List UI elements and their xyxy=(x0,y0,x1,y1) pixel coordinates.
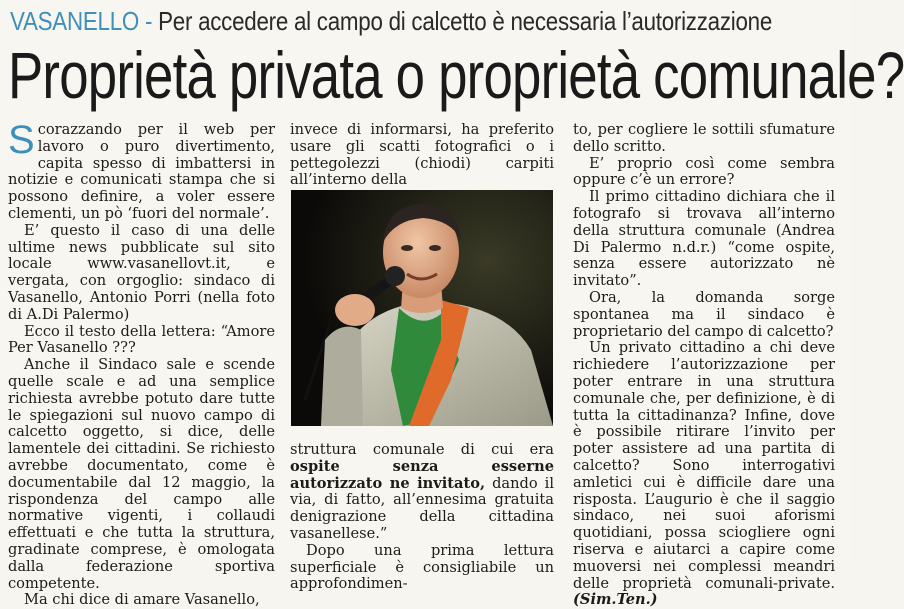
col2-text-start: struttura comunale di cui era xyxy=(290,441,554,458)
column-3-paragraph-3: Il primo cittadino dichiara che il fotografo si trovava all’interno della struttura comunale (Andrea Di Palermo n.d.r.) “come ospite, senza essere autorizzato nè invitato”. xyxy=(573,188,835,290)
kicker-town: VASANELLO xyxy=(10,6,139,36)
paragraph-2: E’ questo il caso di una delle ultime news pubblicate sul sito locale www.vasanellovt.it, e vergata, con orgoglio: sindaco di Vasanello, Antonio Porri (nella foto di A.Di Palermo) xyxy=(8,221,275,323)
article-photo xyxy=(291,190,553,426)
column-2-paragraph-1 xyxy=(290,442,554,543)
col2-text-rest: dando il via, di fatto, all’ennesima gratuita denigrazione della cittadina vasanellese.” xyxy=(290,474,554,542)
paragraph-1 xyxy=(8,118,275,223)
column-3-paragraph-5-text: Un privato cittadino a chi deve richiedere l’autorizzazione per poter entrare in una struttura comunale che, per definizione, è di tutta la cittadinanza? Infine, dove è possibile ritirare l’invito per poter assistere ad una partita di calcetto? Sono interrogativi amletici cui è difficile dare una risposta. L’augurio è che il saggio sindaco, nei suoi aforismi quotidiani, possa sciogliere ogni riserva e aiutarci a capire come muoversi nei complessi meandri delle proprietà comunali-private. xyxy=(573,339,835,592)
article-column-2-bottom xyxy=(290,442,554,593)
col2-text-bold: ospite senza esserne autorizzato ne invitato, xyxy=(290,457,554,492)
paragraph-1-text: corazzando per il web per lavoro o puro divertimento, capita spesso di imbattersi in notizie e comunicati stampa che si possono definire, a voler essere clementi, un pò ‘fuori del normale’. xyxy=(8,121,275,222)
paragraph-4: Anche il Sindaco sale e scende quelle scale e ad una semplice richiesta avrebbe potuto dare tutte le spiegazioni sul nuovo campo di calcetto oggetto, si dice, delle lamentele dei cittadini. Se richiesto avrebbe documentato, come è documentabile dal 12 maggio, la rispondenza del campo alle normative vigenti, i collaudi effettuati e che tutta la struttura, gradinate comprese, è omologata dalla federazione sportiva competente. xyxy=(8,356,275,592)
article-kicker xyxy=(10,5,773,37)
article-column-2-top xyxy=(290,122,554,189)
article-column-1 xyxy=(8,118,275,609)
column-3-paragraph-1: to, per cogliere le sottili sfumature dello scritto. xyxy=(573,121,835,155)
drop-cap: S xyxy=(8,118,35,162)
article-column-3 xyxy=(573,122,835,609)
column-2-paragraph-2: Dopo una prima lettura superficiale è consigliabile un approfondimen- xyxy=(290,541,554,593)
paragraph-5: Ma chi dice di amare Vasanello, xyxy=(24,591,260,609)
column-3-paragraph-2: E’ proprio così come sembra oppure c’è un errore? xyxy=(573,154,835,189)
column-3-paragraph-5 xyxy=(573,340,835,609)
kicker-subtitle: Per accedere al campo di calcetto è necessaria l’autorizzazione xyxy=(158,6,773,36)
author-signature: (Sim.Ten.) xyxy=(573,591,658,609)
article-headline: Proprietà privata o proprietà comunale? xyxy=(8,38,904,112)
kicker-dash: - xyxy=(139,6,159,36)
column-2-continuation: invece di informarsi, ha preferito usare gli scatti fotografici o i pettegolezzi (chiodi) carpiti all’interno della xyxy=(290,121,554,189)
column-3-paragraph-4: Ora, la domanda sorge spontanea ma il sindaco è proprietario del campo di calcetto? xyxy=(573,288,835,340)
photo-mayor-speaking xyxy=(291,190,553,426)
paragraph-3: Ecco il testo della lettera: “Amore Per Vasanello ??? xyxy=(8,322,275,357)
